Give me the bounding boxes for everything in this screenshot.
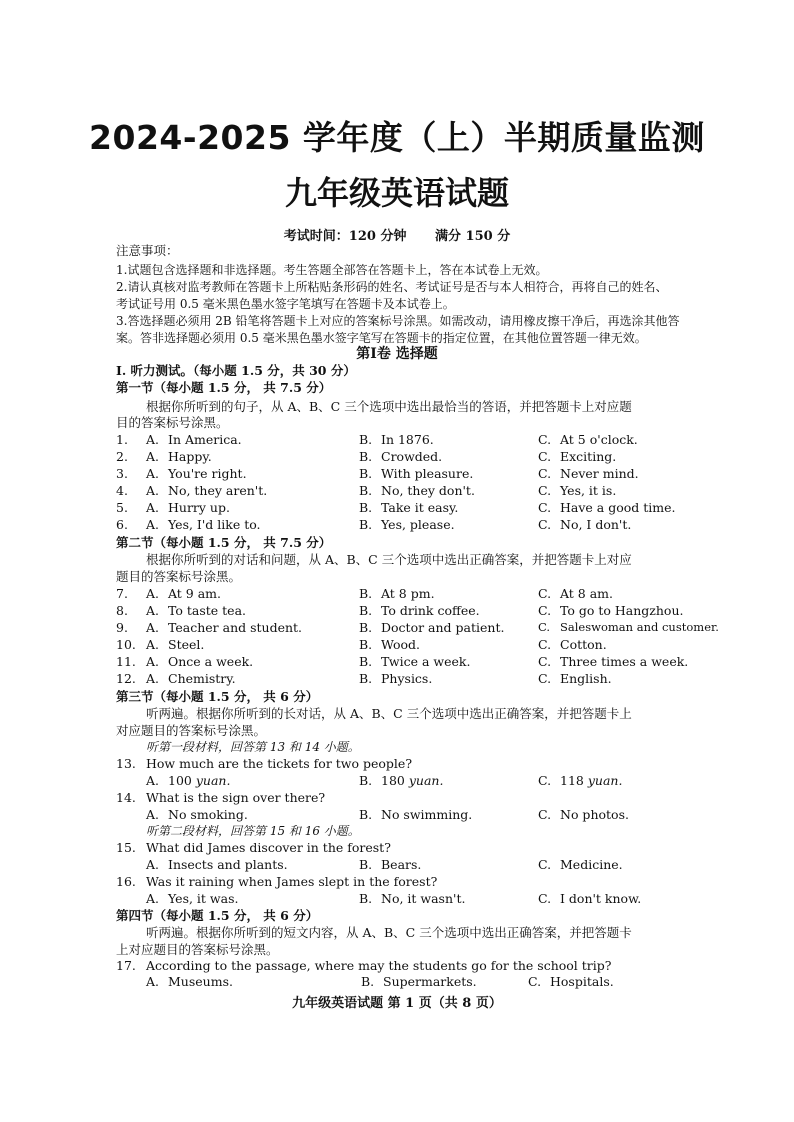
option-letter: B.: [361, 974, 375, 989]
option-letter: B.: [359, 807, 373, 822]
option-c: No photos.: [560, 807, 629, 822]
option-c: No, I don't.: [560, 517, 632, 532]
question-number: 16.: [116, 874, 136, 889]
option-a: No smoking.: [168, 807, 248, 822]
option-c: At 8 am.: [560, 586, 614, 601]
question-stem: According to the passage, where may the students go for the school trip?: [146, 958, 612, 973]
section-heading: 第四节（每小题 1.5 分， 共 6 分）: [116, 908, 319, 923]
option-letter: A.: [146, 857, 160, 872]
section-heading: 第一节（每小题 1.5 分， 共 7.5 分）: [116, 380, 332, 395]
volume-title: 第Ⅰ卷 选择题: [356, 346, 438, 362]
option-letter: A.: [146, 483, 160, 498]
section-instruction: 听两遍。根据你所听到的短文内容，从 A、B、C 三个选项中选出正确答案，并把答题卡: [146, 925, 632, 940]
option-letter: B.: [359, 603, 373, 618]
option-b: At 8 pm.: [381, 586, 435, 601]
option-b: With pleasure.: [381, 466, 474, 481]
question-row: [116, 517, 716, 534]
option-letter: C.: [538, 483, 552, 498]
option-a: To taste tea.: [168, 603, 246, 618]
question-row: [116, 620, 719, 637]
option-b: Supermarkets.: [383, 974, 477, 989]
option-b: Doctor and patient.: [381, 620, 505, 635]
question-options-row: [116, 773, 716, 790]
question-stem: What did James discover in the forest?: [146, 840, 391, 855]
option-letter: A.: [146, 603, 160, 618]
option-c: I don't know.: [560, 891, 642, 906]
option-letter: C.: [538, 449, 552, 464]
option-a: Once a week.: [168, 654, 254, 669]
question-row: [116, 466, 716, 483]
option-b: Take it easy.: [381, 500, 459, 515]
option-b: Physics.: [381, 671, 433, 686]
option-letter: A.: [146, 891, 160, 906]
option-letter: A.: [146, 773, 160, 788]
option-c: Exciting.: [560, 449, 617, 464]
option-letter: B.: [359, 620, 373, 635]
option-b: Crowded.: [381, 449, 443, 464]
option-a: In America.: [168, 432, 242, 447]
section-instruction: 听两遍。根据你所听到的长对话，从 A、B、C 三个选项中选出正确答案，并把答题卡上: [146, 706, 632, 721]
unit-label: yuan.: [587, 773, 623, 788]
option-letter: A.: [146, 807, 160, 822]
note-line: 考试证号用 0.5 毫米黑色墨水签字笔填写在答题卡及本试卷上。: [116, 297, 455, 311]
option-a: Teacher and student.: [168, 620, 303, 635]
option-a: No, they aren't.: [168, 483, 268, 498]
option-letter: C.: [538, 586, 552, 601]
question-number: 6.: [116, 517, 128, 532]
section-instruction: 根据你所听到的句子，从 A、B、C 三个选项中选出最恰当的答语，并把答题卡上对应题: [146, 399, 632, 414]
question-row: [116, 432, 716, 449]
question-row: [116, 586, 716, 603]
option-letter: B.: [359, 483, 373, 498]
question-stem-row: [116, 958, 716, 975]
page-footer: 九年级英语试题 第 1 页（共 8 页）: [292, 996, 502, 1011]
option-b: Wood.: [381, 637, 421, 652]
option-letter: B.: [359, 671, 373, 686]
option-a: Yes, I'd like to.: [168, 517, 261, 532]
option-letter: C.: [538, 807, 552, 822]
option-letter: B.: [359, 586, 373, 601]
unit-label: yuan.: [195, 773, 231, 788]
section-heading: 第二节（每小题 1.5 分， 共 7.5 分）: [116, 535, 332, 550]
section-instruction: 题目的答案标号涂黑。: [116, 569, 242, 584]
option-a: Museums.: [168, 974, 233, 989]
option-letter: A.: [146, 974, 160, 989]
option-letter: C.: [538, 857, 552, 872]
option-b: No swimming.: [381, 807, 473, 822]
question-number: 2.: [116, 449, 128, 464]
question-stem-row: [116, 874, 716, 891]
question-number: 17.: [116, 958, 136, 973]
material-note: 听第一段材料，回答第 13 和 14 小题。: [146, 740, 360, 754]
option-letter: A.: [146, 654, 160, 669]
option-a: 100: [168, 773, 192, 788]
question-stem-row: [116, 840, 716, 857]
option-letter: B.: [359, 891, 373, 906]
option-c: English.: [560, 671, 612, 686]
option-letter: B.: [359, 432, 373, 447]
option-b: To drink coffee.: [381, 603, 480, 618]
question-row: [116, 449, 716, 466]
option-a: You're right.: [168, 466, 247, 481]
question-options-row: [116, 857, 716, 874]
option-a: Yes, it was.: [168, 891, 239, 906]
question-row: [116, 500, 716, 517]
question-stem: What is the sign over there?: [146, 790, 326, 805]
option-letter: C.: [538, 671, 552, 686]
question-number: 3.: [116, 466, 128, 481]
option-letter: A.: [146, 432, 160, 447]
option-b: 180: [381, 773, 405, 788]
question-number: 14.: [116, 790, 136, 805]
option-a: Insects and plants.: [168, 857, 288, 872]
option-c: Have a good time.: [560, 500, 676, 515]
option-letter: C.: [538, 500, 552, 515]
notes-heading: 注意事项：: [116, 243, 179, 258]
question-number: 11.: [116, 654, 136, 669]
part-heading: Ⅰ. 听力测试。（每小题 1.5 分，共 30 分）: [116, 363, 356, 378]
option-b: Yes, please.: [381, 517, 455, 532]
question-number: 8.: [116, 603, 128, 618]
option-c: Cotton.: [560, 637, 607, 652]
question-number: 12.: [116, 671, 136, 686]
option-letter: B.: [359, 517, 373, 532]
option-c: At 5 o'clock.: [560, 432, 638, 447]
option-b: No, it wasn't.: [381, 891, 466, 906]
option-letter: C.: [538, 654, 552, 669]
option-letter: A.: [146, 620, 160, 635]
option-c: Three times a week.: [560, 654, 689, 669]
option-b: Twice a week.: [381, 654, 471, 669]
option-a: Happy.: [168, 449, 212, 464]
question-number: 5.: [116, 500, 128, 515]
note-line: 2.请认真核对监考教师在答题卡上所粘贴条形码的姓名、考试证号是否与本人相符合，再将自己的姓名、: [116, 280, 668, 294]
option-letter: A.: [146, 517, 160, 532]
option-b: No, they don't.: [381, 483, 475, 498]
exam-subtitle: 九年级英语试题: [284, 174, 509, 212]
question-number: 4.: [116, 483, 128, 498]
option-letter: C.: [538, 891, 552, 906]
question-number: 7.: [116, 586, 128, 601]
question-number: 9.: [116, 620, 128, 635]
option-letter: C.: [538, 466, 552, 481]
question-row: [116, 483, 716, 500]
option-letter: B.: [359, 449, 373, 464]
option-letter: C.: [538, 773, 552, 788]
question-options-row: [116, 807, 716, 824]
note-line: 案。答非选择题必须用 0.5 毫米黑色墨水签字笔写在答题卡的指定位置，在其他位置答题一律无效。: [116, 331, 647, 345]
option-c: Never mind.: [560, 466, 639, 481]
question-number: 13.: [116, 756, 136, 771]
option-letter: B.: [359, 654, 373, 669]
option-c: Hospitals.: [550, 974, 614, 989]
note-line: 1.试题包含选择题和非选择题。考生答题全部答在答题卡上，答在本试卷上无效。: [116, 263, 548, 277]
question-row: [116, 637, 716, 654]
question-stem: Was it raining when James slept in the forest?: [146, 874, 438, 889]
option-letter: C.: [538, 517, 552, 532]
option-letter: C.: [538, 637, 552, 652]
section-instruction: 根据你所听到的对话和问题，从 A、B、C 三个选项中选出正确答案，并把答题卡上对应: [146, 552, 632, 567]
option-letter: C.: [538, 432, 552, 447]
option-b: Bears.: [381, 857, 422, 872]
full-score: 满分 150 分: [435, 229, 511, 244]
option-letter: A.: [146, 466, 160, 481]
option-letter: C.: [528, 974, 542, 989]
option-letter: B.: [359, 500, 373, 515]
option-letter: A.: [146, 637, 160, 652]
option-a: At 9 am.: [168, 586, 222, 601]
option-c: Yes, it is.: [560, 483, 617, 498]
option-c: Medicine.: [560, 857, 623, 872]
option-letter: A.: [146, 671, 160, 686]
option-b: In 1876.: [381, 432, 434, 447]
question-row: [116, 671, 716, 688]
question-row: [116, 603, 716, 620]
section-instruction: 目的答案标号涂黑。: [116, 415, 229, 430]
question-number: 1.: [116, 432, 128, 447]
question-stem-row: [116, 756, 716, 773]
material-note: 听第二段材料，回答第 15 和 16 小题。: [146, 824, 360, 838]
option-a: Chemistry.: [168, 671, 236, 686]
question-row: [116, 654, 716, 671]
option-letter: B.: [359, 637, 373, 652]
option-a: Steel.: [168, 637, 205, 652]
option-letter: C.: [538, 620, 551, 634]
option-letter: A.: [146, 500, 160, 515]
option-letter: B.: [359, 773, 373, 788]
option-letter: A.: [146, 586, 160, 601]
question-options-row: [116, 974, 716, 991]
section-heading: 第三节（每小题 1.5 分， 共 6 分）: [116, 689, 319, 704]
exam-time: 考试时间：120 分钟: [283, 229, 407, 244]
option-c: 118: [560, 773, 584, 788]
question-stem-row: [116, 790, 716, 807]
section-instruction: 上对应题目的答案标号涂黑。: [116, 942, 279, 957]
exam-title: 2024-2025 学年度（上）半期质量监测: [89, 118, 705, 157]
question-number: 15.: [116, 840, 136, 855]
question-options-row: [116, 891, 716, 908]
unit-label: yuan.: [408, 773, 444, 788]
option-letter: B.: [359, 857, 373, 872]
option-a: Hurry up.: [168, 500, 230, 515]
section-instruction: 对应题目的答案标号涂黑。: [116, 723, 267, 738]
question-stem: How much are the tickets for two people?: [146, 756, 413, 771]
option-letter: A.: [146, 449, 160, 464]
option-c: To go to Hangzhou.: [560, 603, 684, 618]
note-line: 3.答选择题必须用 2B 铅笔将答题卡上对应的答案标号涂黑。如需改动，请用橡皮擦干净后，再选涂其他答: [116, 314, 680, 328]
option-letter: C.: [538, 603, 552, 618]
option-c: Saleswoman and customer.: [560, 620, 719, 634]
question-number: 10.: [116, 637, 136, 652]
option-letter: B.: [359, 466, 373, 481]
